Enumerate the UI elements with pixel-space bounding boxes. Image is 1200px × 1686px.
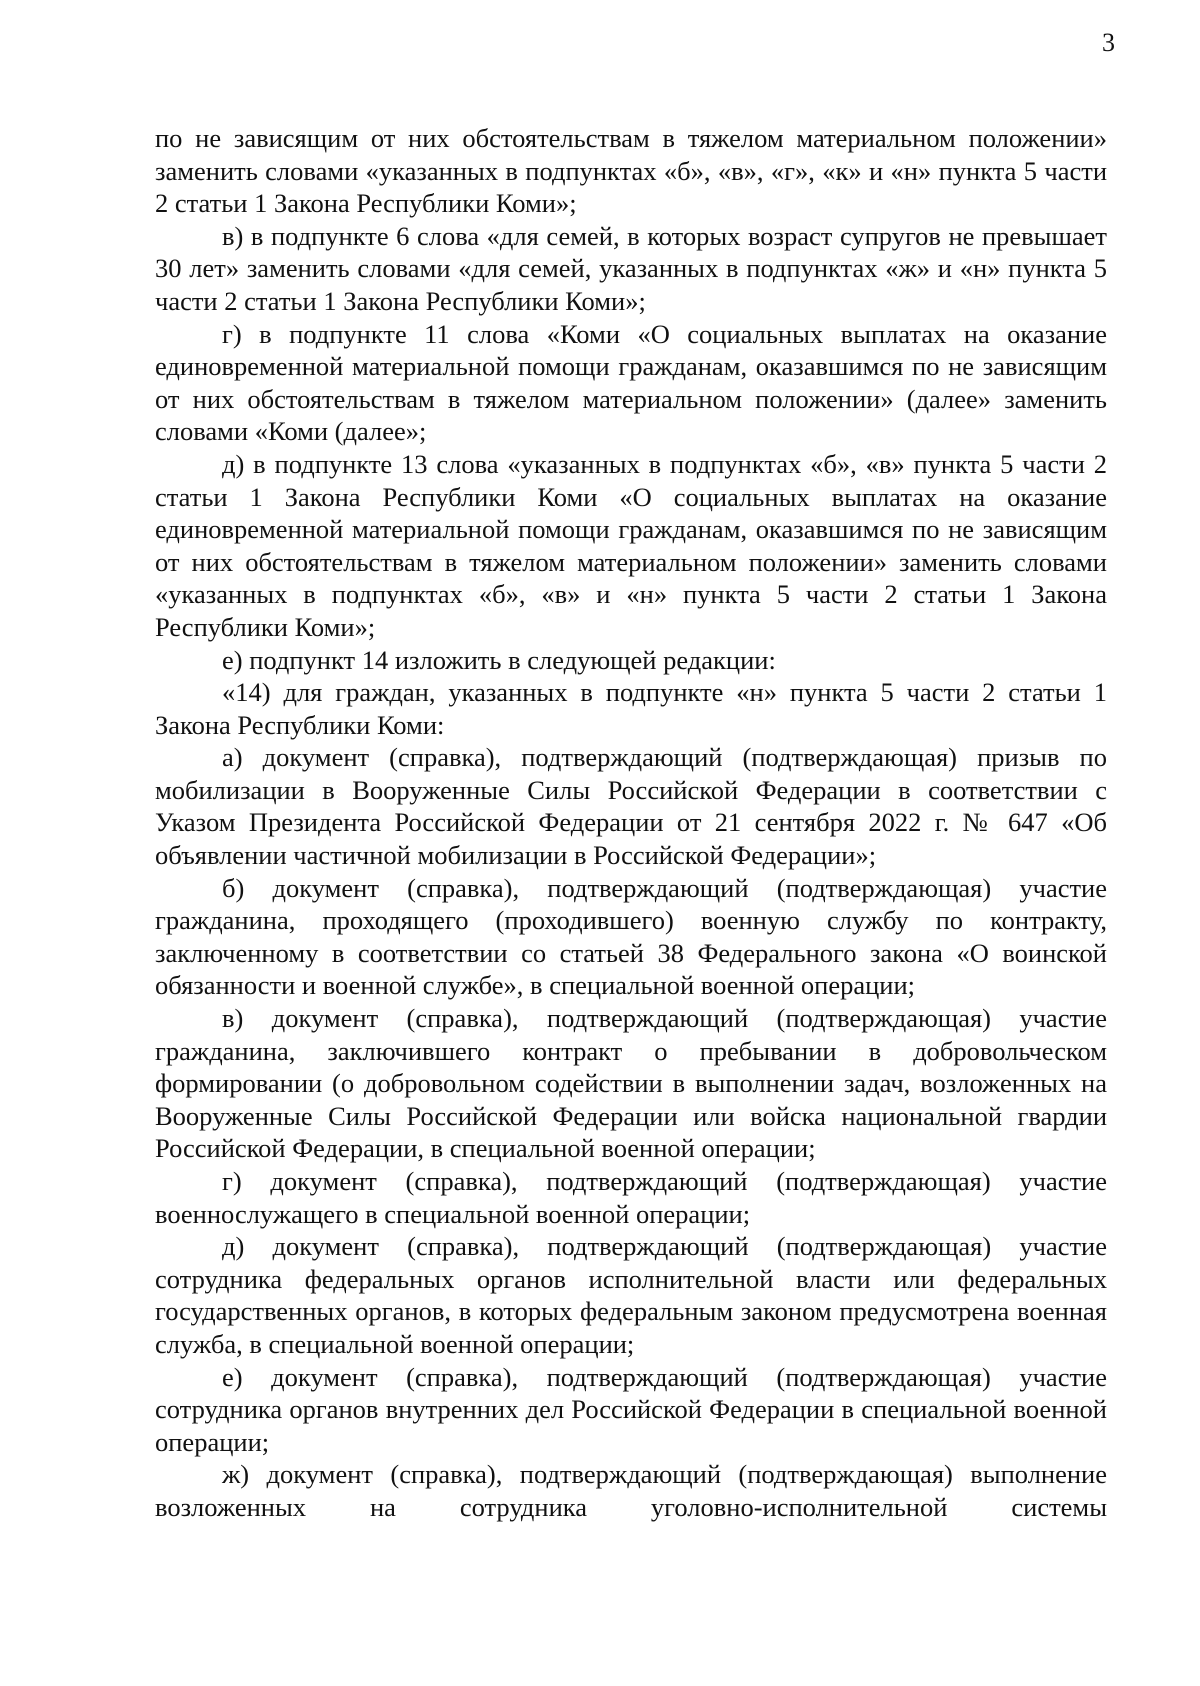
page-number: 3 bbox=[1102, 28, 1115, 57]
paragraph-item-g: г) в подпункте 11 слова «Коми «О социальных выплатах на оказание единовременной материальной помощи гражданам, оказавшимся по не зависящим от них обстоятельствам в тяжелом материальном положении» (далее» заменить словами «Коми (далее»; bbox=[155, 318, 1107, 447]
paragraph-subitem-d: д) документ (справка), подтверждающий (подтверждающая) участие сотрудника федеральных органов исполнительной власти или федеральных государственных органов, в которых федеральным законом предусмотрена военная служба, в специальной военной операции; bbox=[155, 1231, 1107, 1359]
paragraph-item-v: в) в подпункте 6 слова «для семей, в которых возраст супругов не превышает 30 лет» заменить словами «для семей, указанных в подпунктах «ж» и «н» пункта 5 части 2 статьи 1 Закона Республики Коми»; bbox=[155, 220, 1107, 316]
paragraph-subitem-b: б) документ (справка), подтверждающий (подтверждающая) участие гражданина, проходящего (проходившего) военную службу по контракту, заключенному в соответствии со статьей 38 Федерального закона «О воинской обязанности и военной службе», в специальной военной операции; bbox=[155, 872, 1107, 1001]
paragraph-subitem-v: в) документ (справка), подтверждающий (подтверждающая) участие гражданина, заключившего контракт о пребывании в добровольческом формировании (о добровольном содействии в выполнении задач, возложенных на Вооруженные Силы Российской Федерации или войска национальной гвардии Российской Федерации, в специальной военной операции; bbox=[155, 1003, 1107, 1164]
paragraph-item-e: е) подпункт 14 изложить в следующей редакции: bbox=[222, 644, 776, 675]
paragraph-item-d: д) в подпункте 13 слова «указанных в подпунктах «б», «в» пункта 5 части 2 статьи 1 Закона Республики Коми «О социальных выплатах на оказание единовременной материальной помощи гражданам, оказавшимся по не зависящим от них обстоятельствам в тяжелом материальном положении» заменить словами «указанных в подпунктах «б», «в» и «н» пункта 5 части 2 статьи 1 Закона Республики Коми»; bbox=[155, 448, 1107, 642]
paragraph-subitem-14: «14) для граждан, указанных в подпункте «н» пункта 5 части 2 статьи 1 Закона Республики Коми: bbox=[155, 677, 1107, 740]
paragraph-continuation: по не зависящим от них обстоятельствам в тяжелом материальном положении» заменить словами «указанных в подпунктах «б», «в», «г», «к» и «н» пункта 5 части 2 статьи 1 Закона Республики Коми»; bbox=[155, 123, 1107, 219]
document-body bbox=[155, 122, 1107, 1524]
paragraph-subitem-zh: ж) документ (справка), подтверждающий (подтверждающая) выполнение возложенных на сотрудника уголовно-исполнительной системы bbox=[155, 1459, 1107, 1522]
paragraph-subitem-g: г) документ (справка), подтверждающий (подтверждающая) участие военнослужащего в специальной военной операции; bbox=[155, 1166, 1107, 1229]
paragraph-subitem-e: е) документ (справка), подтверждающий (подтверждающая) участие сотрудника органов внутренних дел Российской Федерации в специальной военной операции; bbox=[155, 1361, 1107, 1457]
paragraph-subitem-a: а) документ (справка), подтверждающий (подтверждающая) призыв по мобилизации в Вооруженные Силы Российской Федерации в соответствии с Указом Президента Российской Федерации от 21 сентября 2022 г. № 647 «Об объявлении частичной мобилизации в Российской Федерации»; bbox=[155, 742, 1107, 871]
